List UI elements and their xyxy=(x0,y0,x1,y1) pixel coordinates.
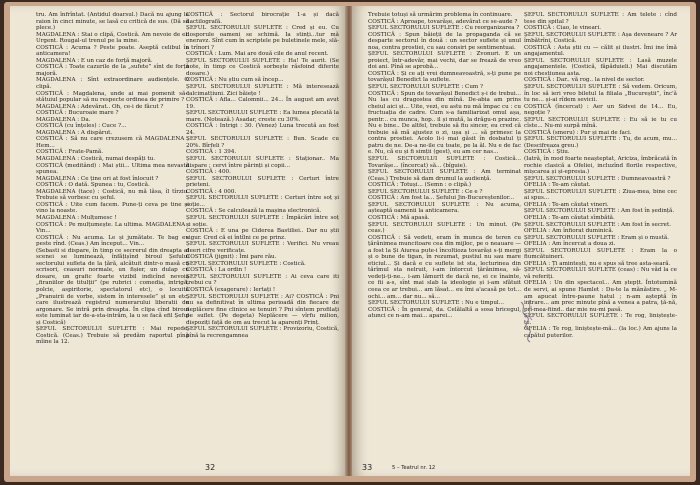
dialogue-paragraph: COSTICĂ : Aproape, tovarășe, adevărat ce se-aude ? xyxy=(368,18,518,25)
dialogue-paragraph: COSTICĂ (meditând) : Mai știi... Ultima mea nevastă spunea. xyxy=(36,162,189,176)
dialogue-paragraph: ȘEFUL SECTORULUI SUFLETE : Un minut. (Pe ceas.) xyxy=(368,221,521,235)
dialogue-paragraph: ȘEFUL SECTORULUI SUFLETE (ceas) : Nu văd la ce vă referiți. xyxy=(524,267,677,280)
dialogue-paragraph: COSTICĂ : Să vedeti, eram în munca de teren cu țărănimea muncitoare cea din mijloc, pe o neauare — a fost la Și Aiurea pute-i încoltioza tovarăși s-ți mergi și o bune de tigan, în rezumat, pustiul nu sau mare eticiul... Și dacă e cu suflete ist sta, lecturinea din tărîmul sta nelruit, i-am întorcut țărănimea, să-vedeți-ți-ne... i-am lămurit de dacă ne, ei ce înainte, ce fii a-s, sînt mai slab la ideologie și i-am sfătuit ceea ce ar trebui... am lăsat... eu îmi a'acasă pe tot... ochi... am... dar nu... să... xyxy=(368,234,521,300)
dialogue-paragraph: MAGDALENA : Sînt extraordinare audiențele. O clipă. xyxy=(36,77,189,91)
dialogue-paragraph: ȘEFUL SECTORULUI SUFLETE : Ai? COSTICĂ : Pni nu sa definitivat în ultima perioadă din fiecare de neplăcere fine clinice se tenuiri ? Pni sîntem profilați pe suflet. (Pe degeta) Neplăcere — vîrfu milion, dispoziți față de om au trecut la aparenți Prinț. xyxy=(186,293,339,326)
dialogue-paragraph: ȘEFUL SECTORULUI SUFLETE : Staționar.. Ma dispare ; cervi între părinți și copii... xyxy=(186,156,339,169)
dialogue-paragraph: ȘEFUL SECTORULUI SUFLETE : Cu reorganizarea ? xyxy=(368,25,520,32)
left-page-column-2 xyxy=(186,12,339,339)
dialogue-paragraph: ȘEFUL SECTORULUI SUFLETE : Să vedem. Oricum, în loc să ieri vreo biletul la filiala „Bucureștii”, înc'ă tu ne... și-ai rîdem sevicii. xyxy=(524,84,677,104)
dialogue-paragraph: ȘEFUL SECTORULUI SUFLETE : Provizoriu, Costică, pînă la recrengamnea xyxy=(186,326,339,339)
dialogue-paragraph: COSTICĂ : Totuși... (Semn : o clipă.) xyxy=(368,182,472,189)
dialogue-paragraph: OFELIA : Te-am căutat. xyxy=(524,182,591,189)
dialogue-paragraph: ȘEFUL SECTORULUI SUFLETE : Dumneavoastră ? xyxy=(524,175,671,182)
dialogue-paragraph: ȘEFUL SECTORULUI SUFLETE : Eram și o mustă. xyxy=(524,234,669,241)
dialogue-paragraph: ȘEFUL SECTORULUI SUFLETE : Ha! Te aurit. (Se note, în timp ce Costică sorbește răsfoind diferite dosare.) xyxy=(186,57,339,77)
dialogue-paragraph: COSTICĂ : Nu știu cum să încep... xyxy=(186,77,284,84)
left-page xyxy=(10,6,346,476)
dialogue-paragraph: ȘEFUL SECTORULUI SUFLETE : Bun. Scade cu 20%. Bîrfeli ? xyxy=(186,136,339,149)
dialogue-paragraph: MAGDALENA (tace) : Costică, nu mă lăsa, îl tîrziu. Trebuie să vorbesc cu șeful. xyxy=(36,188,189,202)
dialogue-paragraph: COSTICĂ : Acuma ? Peste poate. Aseptă celibul în anticamera! xyxy=(36,44,189,58)
dialogue-paragraph: Trebuie totuși să urmărim problema în continuare. xyxy=(368,12,513,18)
dialogue-paragraph: COSTICĂ : Intrigi : 30. (Venez) Luna trecută au fost 24. xyxy=(186,123,339,136)
dialogue-paragraph: (Iatră, în mod foarte neașteptat, Ariciza, îmbrăcată în rochie clasică a Ofeliei, incluzînd florile respective, mișcarea și și-epresia.) xyxy=(524,156,677,176)
dialogue-paragraph: ȘEFUL SECTORULUI SUFLETE : Zvonuri. E un proiect, într-adevăr, mai vechi, dar se frează de vreo doi ani. Pînă se aprobă... xyxy=(368,51,521,71)
dialogue-paragraph: ȘEFUL SECTORULUI SUFLETE : Te rog, liniștește-te. xyxy=(524,313,677,326)
dialogue-paragraph: MAGDALENA : Costică, numai despăți tu. xyxy=(36,156,156,163)
dialogue-paragraph: ȘEFUL SECTORULUI SUFLETE : Nu e timpul... xyxy=(368,300,505,307)
dialogue-paragraph: COSTICĂ : E una pe Ciderea Bastiliei.. Dar nu știi sigur. Cred că ei întîlni ce pe prinz. xyxy=(186,228,339,241)
dialogue-paragraph: ȘEFUL SECTORULUI SUFLETE : Cred și eu. Cu dosporule oameni se schimă. Ia stinți...tur mă eneravz. Sînt cum în scriptele pe buletinele mele, slă-a trînori ? xyxy=(186,25,339,51)
dialogue-paragraph: COSTICĂ : Pe mulțumește. La ultima. MAGDALENA : Vin... xyxy=(36,221,189,235)
dialogue-paragraph: ȘEFUL SECTORULUI SUFLETE : Verifici. Nu vreau deeri cifre verificate. xyxy=(186,241,339,254)
dialogue-paragraph: ȘEFUL SECTORULUI SUFLETE : Eu să ie tu cu cîste... Nu-mi surpă mînă. xyxy=(524,116,677,130)
dialogue-paragraph: COSTICĂ : Dar.. vă rog.. la nivel de sector. xyxy=(524,77,645,84)
dialogue-paragraph: COSTICĂ : 400. xyxy=(186,169,231,176)
dialogue-paragraph: OFELIA : Am încercat a doua zi. xyxy=(524,241,616,248)
dialogue-paragraph: COSTICĂ : Lum. Mai are două cile de anul recent. xyxy=(186,51,329,58)
right-page xyxy=(352,6,690,476)
dialogue-paragraph: OFELIA : Te-am căutat vineri. xyxy=(524,201,609,208)
dialogue-paragraph: OFELIA : Un din spectacol... Am ștepțt. Întotumină de servi, ai spune Hamlet : Du-te la mănăstire. „ M-am apucat între-paune hatul ; n-am așteptă în intrare... am prec minute pînă a venea a patra, ță-nă, prî-mea-fiind.. dar mie nu-mi pasă. xyxy=(524,280,677,313)
dialogue-paragraph: COSTICĂ : Ciao, le vineari. xyxy=(524,25,602,32)
dialogue-paragraph: OFELIA : Te rog, liniștește-mă... (la loc.) Am ajuns la capătul puterilor. xyxy=(524,326,677,339)
dialogue-paragraph: ȘEFUL SECTORULUI SUFLETE : Costică. xyxy=(186,260,306,267)
dialogue-paragraph: COSTICĂ : 4 000. xyxy=(186,188,237,195)
handwritten-margin-note xyxy=(517,296,537,351)
dialogue-paragraph: COSTICĂ : Frate-Pamă. xyxy=(36,149,104,156)
dialogue-paragraph: ȘEFUL SECTORULUI SUFLETE : Împăcări între soț și soție. xyxy=(186,214,339,228)
dialogue-paragraph: ȘEFUL SECTORULUI SUFLETE : Costică... Tovarășe... (încercat) să... (bîguie). xyxy=(368,156,521,169)
dialogue-paragraph: ȘEFUL SECTORULUI SUFLETE : Tu, de acum, mu... (Descifreaza greu.) xyxy=(524,136,677,149)
dialogue-paragraph: COSTICĂ : În general, da. Celălaltă a sosa bricegul, atunci ce n-am mai... aparei... xyxy=(368,306,521,320)
dialogue-paragraph: OFELIA : Te-am căutat sîmbătă. xyxy=(524,214,615,221)
dialogue-paragraph: COSTICĂ : O dată. Spunea : tu, Costică. xyxy=(36,182,150,189)
dialogue-paragraph: MAGDALENA : Ce ține ori at fost înlocuit ? xyxy=(36,175,159,182)
dialogue-paragraph: ȘEFUL SECTORULUI SUFLETE : Ai ceva care iti trebui cu ? xyxy=(186,273,339,287)
dialogue-paragraph: COSTICĂ : Asta știi cu — călit și ilustri. Îmi ine îmă angajamentul. xyxy=(524,44,677,58)
dialogue-paragraph: ȘEFUL SECTORULUI SUFLETE : Eram la o fiumcătuineri. xyxy=(524,247,677,261)
right-page-column-1 xyxy=(368,12,521,320)
dialogue-paragraph: ȘEFUL SECTORULUI SUFLETE : Cum ? xyxy=(368,84,483,91)
dialogue-paragraph: COSTICĂ : Sectorul birocrație 1-a și dacă dactilografă. xyxy=(186,12,339,25)
dialogue-paragraph: tru. Am înfrîntat. (Antidul doarsul.) Dacă nu ajung la raion în cinci minute, se lasă cu critică de sus. (Dă să plece.) xyxy=(36,12,189,32)
dialogue-paragraph: ȘEFUL SECTORULUI SUFLETE : Ce e ? xyxy=(368,188,483,195)
dialogue-paragraph: MAGDALENA : Adevărat.. Oh, ce-i de făcut ? xyxy=(36,103,164,110)
dialogue-paragraph: ȘEFUL SECTORULUI SUFLETE : Ziua-mea, bine cec ai spus... xyxy=(524,188,677,202)
dialogue-paragraph: ȘEFUL SECTORULUI SUFLETE : Ea lumea plecată la mare. (Notează.) Asadar, creste cu 30%. xyxy=(186,110,339,123)
dialogue-paragraph: COSTICĂ : Am fost la... Șefului Jin-Bucureștenilor... xyxy=(368,195,515,202)
dialogue-paragraph: COSTICĂ : Se calculează la mașina electronică. xyxy=(186,208,322,215)
dialogue-paragraph: COSTICĂ (jignit) : Îmi pare rău. xyxy=(186,254,277,261)
dialogue-paragraph: COSTICĂ : Uite cum facem. Pune-ți ceva pe tine și vino la noaste. xyxy=(36,201,189,215)
dialogue-paragraph: COSTICĂ : Afla... Calomnii... 24... În august am avut 19. xyxy=(186,97,339,110)
dialogue-paragraph: (Sebasti si dispare, în timp ce secrerul din dreapta al scenei se luminează, înfățișînd biroul Șefului sectorului sufleta de la țără, alcătuit dintr-o masă cu scrisori, ceasuri normale, un fișier, un dulap cu dosare, un grafic foarte vizibil indicînd nevoia „firaniilor de titulții” (pe rubrici : comedia, intrigă, polcie, aspiritorie, spectatorul etc), o locuită „Pranuirii de vorbe, sistem în interesele” și un etc. care ilustrează registrul numerarului liberatii de argonare. Se intră prin dreapta. În clipa cînd biroul este luminat iar de-a-sta-intrăm, la u se facă efil Șeful și Costică) xyxy=(36,247,189,326)
dialogue-paragraph: COSTICĂ (exagerare) : Iertați ! xyxy=(186,286,276,293)
dialogue-paragraph: ȘEFUL SECTORULUI SUFLETE : Nu acuma, așteaptă oamenii la anticamera. xyxy=(368,201,521,215)
right-page-column-2 xyxy=(524,12,677,339)
dialogue-paragraph: MAGDALENA : A dispărut. xyxy=(36,129,113,136)
right-page-number: 33 xyxy=(362,463,373,472)
dialogue-paragraph: ȘEFUL SECTORULUI SUFLETE : Așa deveneare ? Ar îmbătrîni, Costică. xyxy=(524,31,677,45)
dialogue-paragraph: MAGDALENA : Mulțumesc ! xyxy=(36,214,117,221)
dialogue-paragraph: ȘEFUL SECTORULUI SUFLETE : Lasă muzele angajamentele. (Costică, făpăduieli.) Mai discutăm noi chestiunea asta. xyxy=(524,57,677,77)
dialogue-paragraph: OFELIA : Ți amintești, nu e spus să tree asta-seară. xyxy=(524,260,671,267)
dialogue-paragraph: COSTICĂ : Să nu care crezusem că MAGDALENA : Hem... xyxy=(36,136,189,149)
dialogue-paragraph: COSTICĂ : Nu acuma. Le și jumătate. Te bag eu peste rînd. (Ceas.) Am început... Vin... xyxy=(36,234,189,248)
dialogue-paragraph: COSTICĂ : 1 394. xyxy=(186,149,237,156)
dialogue-paragraph: COSTICĂ : Magdalena, unde ai mai pomenit să-l stătuiul popular să nu respecte ordinea de primire ? xyxy=(36,90,189,104)
dialogue-paragraph: OFELIA : Am înfiorat duminică. xyxy=(524,228,614,235)
dialogue-paragraph: ȘEFUL SECTORULUI SUFLETE : Mai repede, Costică. (Ceas.) Trebuie să predăm raportul pînă mîine la 12. xyxy=(36,326,189,346)
dialogue-paragraph: COSTICĂ : Bucuroaie mare ? xyxy=(36,110,119,117)
dialogue-paragraph: ȘEFUL SECTORULUI SUFLETE : Am terminat (Ceas.) Trebuie să dam drumul la audiență. xyxy=(368,169,521,182)
left-page-number: 32 xyxy=(205,463,216,472)
dialogue-paragraph: MAGDALENA : Stai o clipă, Costică. Am nevoie de el. Urgent. Rougal-ul trenul pe la mine. xyxy=(36,31,189,45)
open-book xyxy=(4,2,696,482)
left-page-column-1 xyxy=(36,12,189,346)
dialogue-paragraph: COSTICĂ (cu înțeles) : Cuce ?... xyxy=(36,123,127,130)
dialogue-paragraph: COSTICĂ : Mă apasă. xyxy=(368,214,430,221)
dialogue-paragraph: COSTICĂ : La ordin ! xyxy=(186,267,247,274)
dialogue-paragraph: ȘEFUL SECTORULUI SUFLETE : Am telete : cînd tese din spital ? xyxy=(524,12,677,25)
dialogue-paragraph: COSTICĂ (smeru) : Pur și mai de faci. xyxy=(524,129,632,136)
right-page-footer: 5 – Teatrul nr. 12 xyxy=(392,465,436,471)
dialogue-paragraph: COSTICĂ : Spun de tovarășul Benedict ș-i de trebui... Nu las cu dragostea din mînă. De-abia am prins cheiul aici și... Uite, vezi, eu astu nu mă împac cu : cu fructuația de cadre. Cum s-a familiarizat omul așa, pentr... cu munca, hop.. il și mută, la drăgu-n prazinc. Nu e bine.. De altfel, trebuie să fiu sincer, eu cred că trebuie să mă ajustez o zi, ușa și ... să primesc la contra prostiei. Acolo li-i mai găsit în dosbatul ți patru de ne. De-a ne-ile cu toate, pe la ăl. Nu e de fac e. Nu, că eu și fi simții (gest), eu am cer nas... xyxy=(368,90,521,156)
dialogue-paragraph: COSTICĂ : Spun băieții de la propaganda că se desparte sectorul în două : un sector suflete și unul noa, contra prostiei, cu sau consiri pe sentimentuai. xyxy=(368,31,521,51)
dialogue-paragraph: ȘEFUL SECTORULUI SUFLETE : Am fost în ședință. xyxy=(524,208,675,215)
dialogue-paragraph: MAGDALENA : E un caz de forță majoră. xyxy=(36,57,153,64)
dialogue-paragraph: ȘEFUL SECTORULUI SUFLETE : Certuri între prieteni. xyxy=(186,175,339,189)
dialogue-paragraph: COSTICĂ : Știu. xyxy=(524,149,570,156)
dialogue-paragraph: MAGDALENA : Da. xyxy=(36,116,91,123)
dialogue-paragraph: ȘEFUL SECTORULUI SUFLETE : Am fost în secret. xyxy=(524,221,671,228)
dialogue-paragraph: COSTICĂ : Și ce ați vrei dumneavoastră, s-ți pune pe tovarășul Benedict la suflete. xyxy=(368,70,521,84)
dialogue-paragraph: ȘEFUL SECTORULUI SUFLETE : Certuri între soț și soție... xyxy=(186,195,339,208)
dialogue-paragraph: COSTICĂ (încercat) : Aer un Sidvei de 14... Eu, negoție ? xyxy=(524,103,677,117)
dialogue-paragraph: ȘEFUL SECTORULUI SUFLETE : Mă interesează calcimattiuni. Zici băiețe ! xyxy=(186,84,339,97)
dialogue-paragraph: COSTICĂ : Toate cazurile de la „sufete” sînt de forță majoră. xyxy=(36,64,189,77)
